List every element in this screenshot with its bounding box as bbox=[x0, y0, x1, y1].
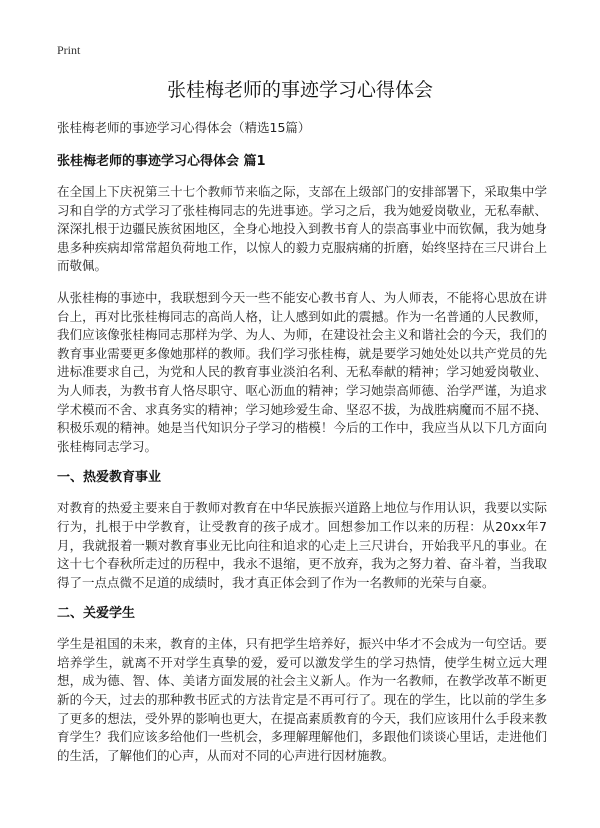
section-heading-care-students: 二、关爱学生 bbox=[57, 606, 136, 622]
paragraph-2: 从张桂梅的事迹中，我联想到今天一些不能安心教书育人、为人师表，不能将心思放在讲台上，再对比张桂梅同志的高尚人格，让人感到如此的震撼。作为一名普通的人民教师，我们应该像张桂梅同志那样为学、为人、为师，在建设社会主义和谐社会的今天，我们的教育事业需要更多像她那样的教师。我们学习张桂梅，就是要学习她处处以共产党员的先进标准要求自己，为党和人民的教育事业淡泊名利、无私奉献的精神；学习她爱岗敬业、为人师表，为教书育人恪尽职守、呕心沥血的精神；学习她崇高师德、治学严谨，为追求学术模而不舍、求真务实的精神；学习她珍爱生命、坚忍不拔，为战胜病魔而不屈不挠、积极乐观的精神。她是当代知识分子学习的楷模！今后的工作中，我应当从以下几方面向张桂梅同志学习。 bbox=[57, 289, 547, 454]
print-label: Print bbox=[57, 43, 81, 57]
page-title: 张桂梅老师的事迹学习心得体会 bbox=[166, 79, 433, 101]
article-heading: 张桂梅老师的事迹学习心得体会 篇1 bbox=[57, 154, 266, 169]
paragraph-1: 在全国上下庆祝第三十七个教师节来临之际，支部在上级部门的安排部署下，采取集中学习和自学的方式学习了张桂梅同志的先进事迹。学习之后，我为她爱岗敬业，无私奉献、深深扎根于边疆民族贫困地区，全身心地投入到教书育人的崇高事业中而钦佩，我为她身患多种疾病却常常超负荷地工作，以惊人的毅力克服病痛的折磨，始终坚持在三尺讲台上而敬佩。 bbox=[57, 184, 547, 274]
section-heading-love-education: 一、热爱教育事业 bbox=[57, 470, 162, 486]
paragraph-4: 学生是祖国的未来，教育的主体，只有把学生培养好，振兴中华才不会成为一句空话。要培养学生，就离不开对学生真挚的爱，爱可以激发学生的学习热情，使学生树立远大理想，成为德、智、体、美诸方面发展的社会主义新人。作为一名教师，在教学改革不断更新的今天，过去的那种教书匠式的方法肯定是不再可行了。现在的学生，比以前的学生多了更多的想法，受外界的影响也更大，在提高素质教育的今天，我们应该用什么手段来教育学生？我们应该多给他们一些机会，多理解理解他们，多跟他们谈谈心里话，走进他们的生活，了解他们的心声，从而对不同的心声进行因材施教。 bbox=[57, 636, 547, 763]
subtitle: 张桂梅老师的事迹学习心得体会（精选15篇） bbox=[57, 120, 311, 135]
article-body bbox=[57, 119, 547, 775]
paragraph-3: 对教育的热爱主要来自于教师对教育在中华民族振兴道路上地位与作用认识，我要以实际行为，扎根于中学教育，让受教育的孩子成才。回想参加工作以来的历程：从20xx年7月，我就报着一颗对教育事业无比向往和追求的心走上三尺讲台，开始我平凡的事业。在这十七个春秋所走过的历程中，我永不退缩，更不放弃，我为之努力着、奋斗着，当我取得了一点点微不足道的成绩时，我才真正体会到了作为一名教师的光荣与自豪。 bbox=[57, 500, 547, 590]
